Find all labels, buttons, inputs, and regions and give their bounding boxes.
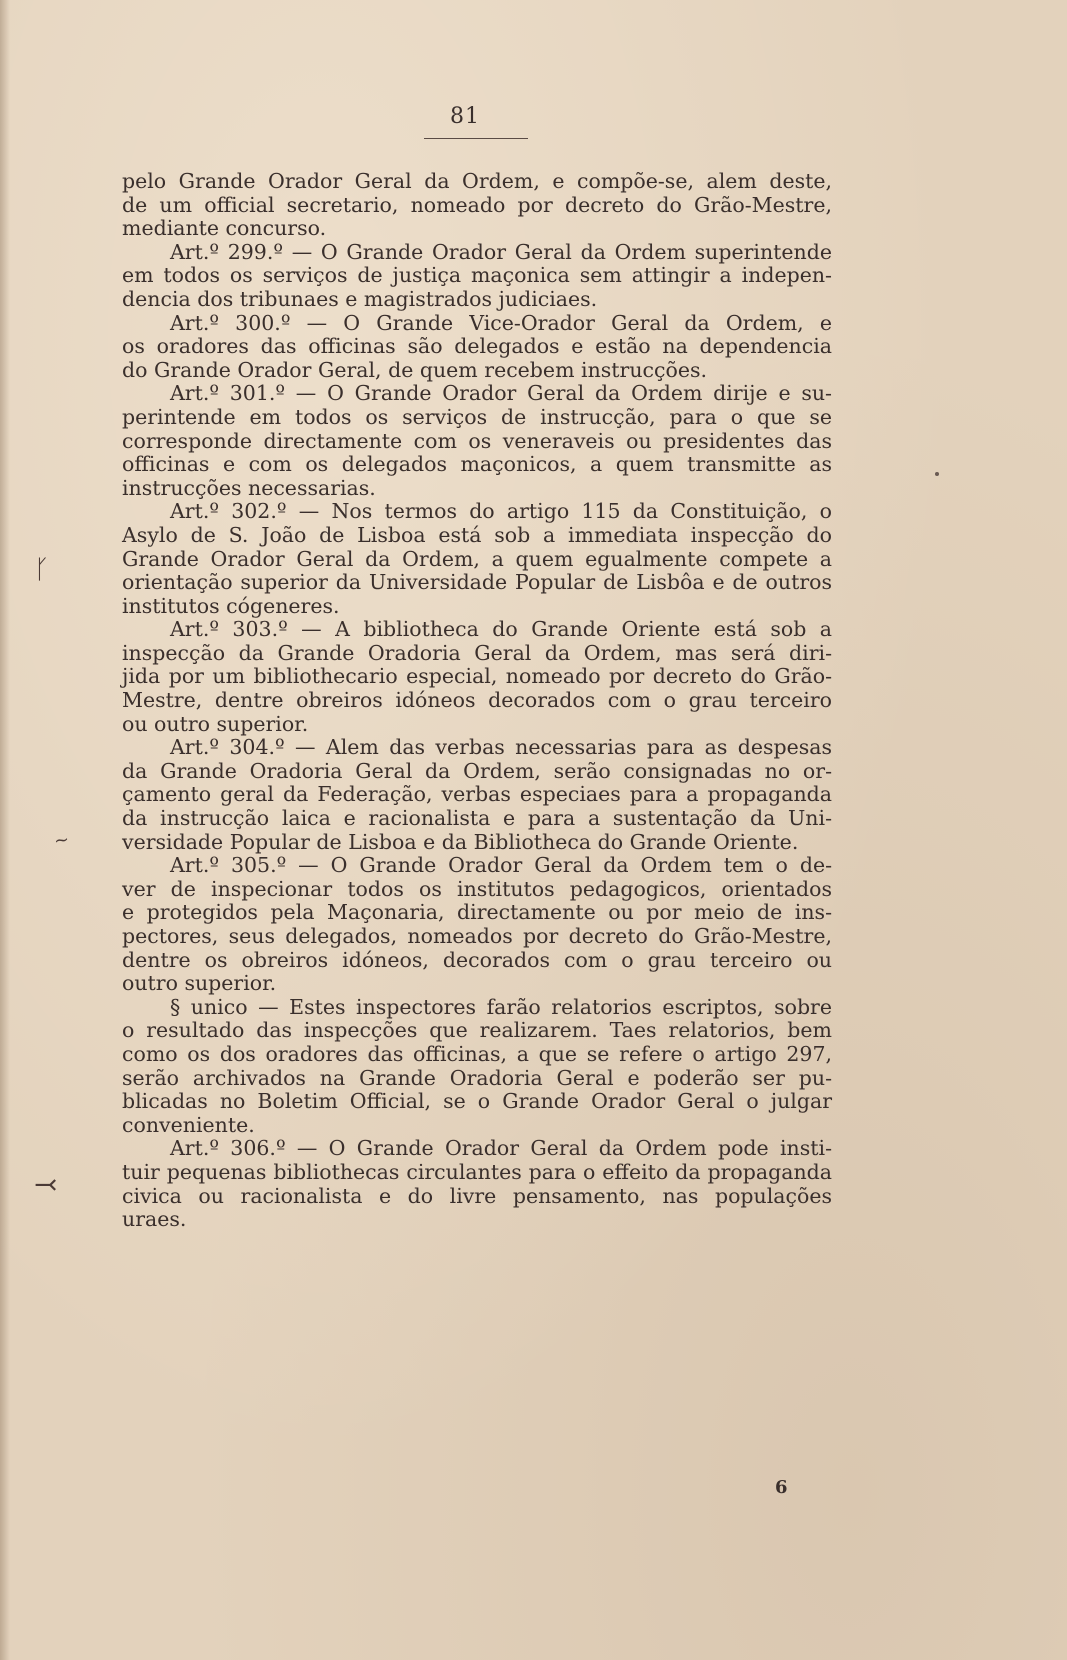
text-line: perintende em todos os serviços de instrucção, para o que se (122, 404, 832, 429)
page-binding-edge (0, 0, 10, 1660)
margin-dot (935, 472, 939, 476)
text-line: do Grande Orador Geral, de quem recebem instrucções. (122, 357, 708, 382)
text-line: corresponde directamente com os veneraveis ou presidentes das (122, 428, 832, 453)
header-rule (424, 138, 528, 139)
text-line: o resultado das inspecções que realizarem. Taes relatorios, bem (122, 1018, 832, 1043)
text-line: Art.º 303.º — A bibliotheca do Grande Oriente está sob a (170, 617, 832, 642)
text-line: Art.º 306.º — O Grande Orador Geral da Ordem pode insti- (170, 1136, 832, 1161)
text-line: institutos cógeneres. (122, 593, 340, 618)
text-line: jida por um bibliothecario especial, nomeado por decreto do Grão- (122, 664, 832, 689)
text-line: serão archivados na Grande Oradoria Geral e poderão ser pu- (122, 1065, 832, 1090)
text-line: § unico — Estes inspectores farão relatorios escriptos, sobre (170, 994, 832, 1019)
text-line: inspecção da Grande Oradoria Geral da Ordem, mas será diri- (122, 640, 832, 665)
text-line: officinas e com os delegados maçonicos, a quem transmitte as (122, 452, 832, 477)
text-line: dencia dos tribunaes e magistrados judiciaes. (122, 286, 598, 311)
margin-ink-mark: ⤙ (34, 1168, 58, 1201)
text-line: pelo Grande Orador Geral da Ordem, e compõe-se, alem deste, (122, 169, 832, 193)
text-line: Asylo de S. João de Lisboa está sob a immediata inspecção do (122, 522, 832, 547)
text-line: versidade Popular de Lisboa e da Bibliotheca do Grande Oriente. (122, 829, 799, 854)
text-line: Mestre, dentre obreiros idóneos decorados com o grau terceiro (122, 688, 832, 713)
text-line: os oradores das officinas são delegados e estão na dependencia (122, 334, 832, 359)
text-line: ver de inspecionar todos os institutos pedagogicos, orientados (122, 876, 832, 901)
body-text (122, 170, 832, 1232)
text-line: da instrucção laica e racionalista e para a sustentação da Uni- (122, 806, 832, 831)
page-number: 81 (450, 104, 480, 129)
text-line: da Grande Oradoria Geral da Ordem, serão consignadas no or- (122, 758, 832, 783)
text-line: de um official secretario, nomeado por decreto do Grão-Mestre, (122, 192, 832, 217)
text-line: Art.º 305.º — O Grande Orador Geral da Ordem tem o de- (170, 853, 832, 878)
text-line: como os dos oradores das officinas, a que se refere o artigo 297, (122, 1041, 832, 1066)
text-line: em todos os serviços de justiça maçonica sem attingir a indepen- (122, 263, 832, 288)
text-line: Art.º 299.º — O Grande Orador Geral da Ordem superintende (170, 239, 832, 264)
margin-ink-mark: ~ (52, 829, 71, 852)
text-line: instrucções necessarias. (122, 475, 376, 500)
text-line: outro superior. (122, 971, 277, 996)
text-line: tuir pequenas bibliothecas circulantes para o effeito da propaganda (122, 1159, 832, 1184)
text-line: conveniente. (122, 1112, 255, 1137)
text-line: Art.º 302.º — Nos termos do artigo 115 da Constituição, o (170, 499, 832, 524)
text-line: uraes. (122, 1207, 187, 1232)
text-line: blicadas no Boletim Official, se o Grande Orador Geral o julgar (122, 1089, 832, 1114)
text-line: Art.º 304.º — Alem das verbas necessarias para as despesas (170, 735, 832, 760)
text-line: orientação superior da Universidade Popular de Lisbôa e de outros (122, 570, 832, 595)
margin-ink-mark: ᚴ (34, 555, 50, 585)
text-line: ou outro superior. (122, 711, 309, 736)
text-line: pectores, seus delegados, nomeados por decreto do Grão-Mestre, (122, 924, 832, 948)
text-line: civica ou racionalista e do livre pensamento, nas populações (122, 1183, 832, 1208)
text-line: e protegidos pela Maçonaria, directamente ou por meio de ins- (122, 900, 832, 925)
text-line: dentre os obreiros idóneos, decorados com o grau terceiro ou (122, 947, 832, 972)
signature-mark: 6 (775, 1477, 788, 1498)
text-line: Grande Orador Geral da Ordem, a quem egualmente compete a (122, 546, 832, 571)
text-line: Art.º 300.º — O Grande Vice-Orador Geral da Ordem, e (170, 310, 832, 335)
text-line: çamento geral da Federação, verbas especiaes para a propaganda (122, 782, 832, 807)
text-line: Art.º 301.º — O Grande Orador Geral da Ordem dirije e su- (170, 381, 832, 406)
text-line: mediante concurso. (122, 216, 327, 241)
